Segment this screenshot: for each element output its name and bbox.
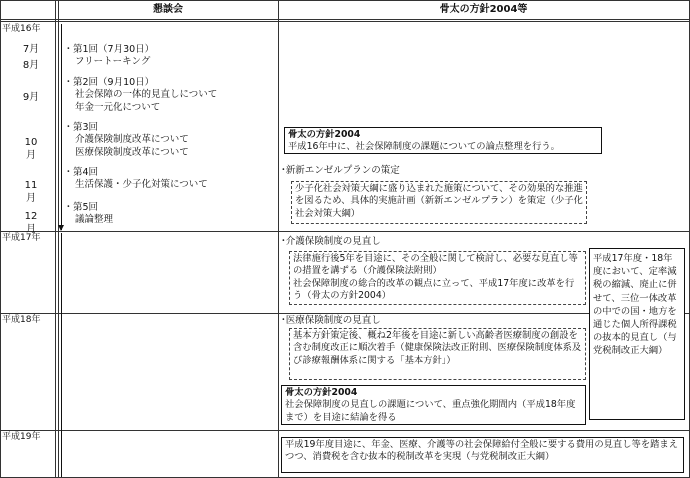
kaigo-text-2: 社会保障制度の総合的改革の観点に立って、平成17年度に改革を行う（骨太の方針2004） (293, 277, 575, 301)
h19-reform-box (281, 437, 684, 473)
iryo-bullet: ･医療保険制度の見直し (281, 315, 381, 326)
kaigo-heading: 介護保険制度の見直し (285, 236, 381, 247)
col-divider-1 (55, 0, 56, 478)
header-rule (0, 19, 690, 20)
header-council: 懇談会 (153, 4, 183, 15)
row-divider-h18 (0, 313, 690, 314)
meeting-2-topic-2: 年金一元化について (75, 101, 161, 113)
meeting-3-topic-2: 医療保険制度改革について (75, 146, 189, 158)
tax-reform-text: 平成17年度・18年度において、定率減税の縮減、廃止に併せて、三位一体改革の中での国・地方を通じた個人所得課税の抜本的見直し（与党税制改正大綱） (593, 253, 677, 357)
meeting-1-topic: フリートーキング (75, 56, 151, 68)
kaigo-text-1: 法律施行後5年を目途に、その全般に関して検討し、必要な見直し等の措置を講ずる（介護保険法附則） (293, 253, 578, 277)
year-h18: 平成18年 (2, 315, 41, 325)
meeting-2: ･ 第2回（9月10日） 社会保障の一体的見直しについて 年金一元化について (66, 77, 276, 114)
row-divider-h17 (0, 231, 690, 232)
meeting-2-topic-1: 社会保障の一体的見直しについて (75, 89, 218, 101)
timeline-line-lower (61, 233, 62, 477)
honebuto-review-title: 骨太の方針2004 (285, 387, 358, 398)
header-rule-double (0, 21, 690, 22)
col-divider-2 (278, 0, 279, 478)
year-h17: 平成17年 (2, 233, 41, 243)
meeting-1-title: 第1回（7月30日） (73, 44, 155, 55)
tax-reform-box (589, 248, 685, 420)
month-july: 7月 (22, 44, 40, 55)
month-august: 8月 (22, 60, 40, 71)
meeting-5-topic: 議論整理 (75, 214, 114, 226)
honebuto-2004-box (284, 127, 602, 154)
kaigo-box (289, 251, 586, 305)
iryo-text: 基本方針策定後、概ね2年後を目途に新しい高齢者医療制度の創設を含む制度改正に順次着手（健康保険法改正附則、医療保険制度体系及び診療報酬体系に関する「基本方針」） (293, 330, 582, 366)
angel-plan-box (291, 181, 587, 224)
meeting-2-title: 第2回（9月10日） (73, 77, 155, 88)
kaigo-bullet: ･介護保険制度の見直し (281, 236, 381, 247)
col-divider-1-double (58, 0, 59, 478)
row-divider-h19 (0, 430, 690, 431)
meeting-4-topic: 生活保護・少子化対策について (75, 179, 208, 191)
timeline-arrow-line (61, 24, 62, 230)
meeting-3-topic-1: 介護保険制度改革について (75, 134, 189, 146)
month-december: 12月 (24, 211, 38, 235)
honebuto-2004-title: 骨太の方針2004 (288, 129, 361, 140)
meeting-5-title: 第5回 (73, 202, 99, 213)
meeting-4: ･ 第4回 生活保護・少子化対策について (66, 167, 276, 192)
honebuto-review-text: 社会保障制度の見直しの課題について、重点強化期間内（平成18年度まで）を目途に結論を得る (285, 399, 576, 423)
honebuto-2004-text: 平成16年中に、社会保障制度の課題についての論点整理を行う。 (288, 141, 560, 153)
meeting-4-title: 第4回 (73, 167, 99, 178)
honebuto-review-box (281, 385, 586, 425)
angel-plan-bullet: ･新新エンゼルプランの策定 (281, 165, 400, 176)
h19-reform-text: 平成19年度目途に、年金、医療、介護等の社会保障給付全般に要する費用の見直し等を踏まえつつ、消費税を含む抜本的税制改革を実現（与党税制改正大綱） (285, 439, 679, 463)
header-policy: 骨太の方針2004等 (439, 4, 528, 15)
meeting-5: ･ 第5回 議論整理 (66, 202, 276, 227)
angel-plan-heading: 新新エンゼルプランの策定 (285, 165, 400, 176)
arrow-down-icon (58, 225, 64, 231)
month-november: 11月 (24, 180, 38, 204)
month-september: 9月 (22, 92, 40, 103)
meeting-3-title: 第3回 (73, 122, 99, 133)
table-left-border (0, 0, 1, 478)
iryo-box (289, 328, 586, 380)
year-h16: 平成16年 (2, 24, 41, 34)
year-h19: 平成19年 (2, 432, 41, 442)
angel-plan-text: 少子化社会対策大綱に盛り込まれた施策について、その効果的な推進を図るため、具体的実施計画（新新エンゼルプラン）を策定（少子化社会対策大綱） (295, 183, 583, 219)
iryo-heading: 医療保険制度の見直し (285, 315, 381, 326)
meeting-1: ･ 第1回（7月30日） フリートーキング (66, 44, 276, 69)
meeting-3: ･ 第3回 介護保険制度改革について 医療保険制度改革について (66, 122, 276, 159)
month-october: 10月 (24, 137, 38, 161)
